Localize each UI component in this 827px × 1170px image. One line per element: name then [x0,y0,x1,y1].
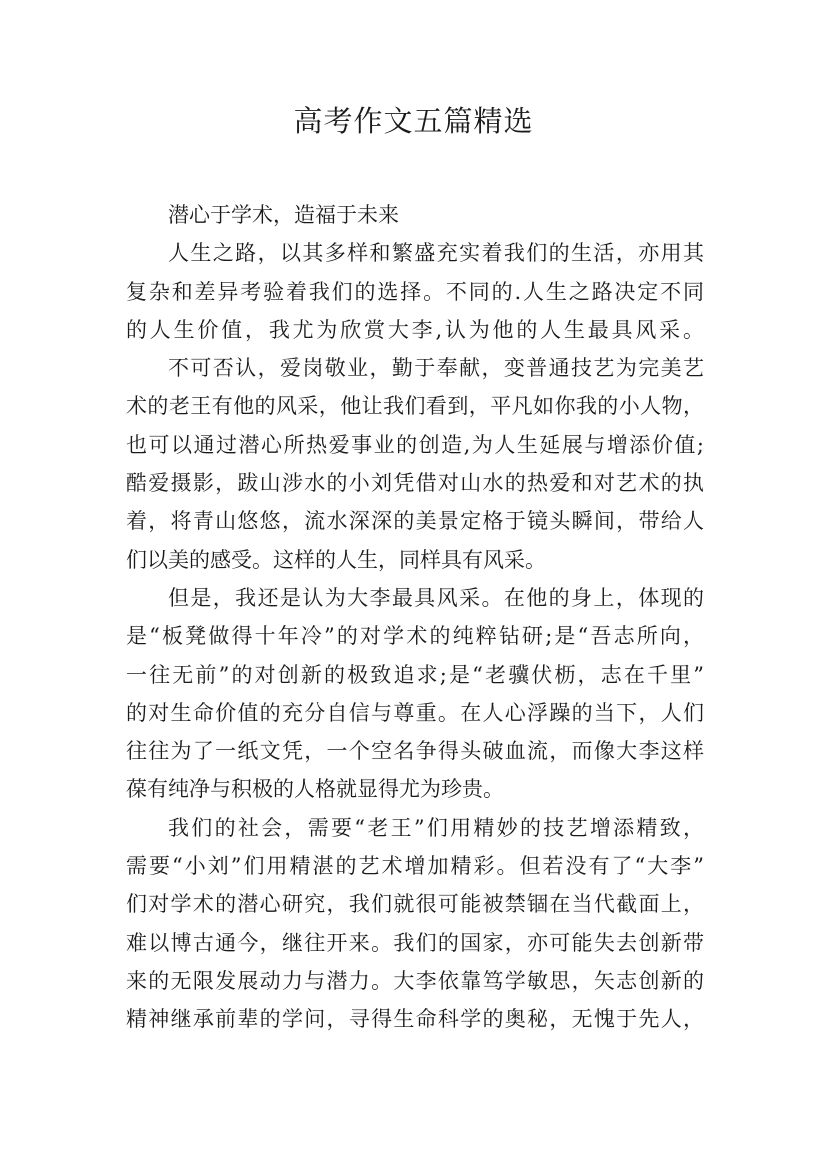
paragraph-line: 着，将青山悠悠，流水深深的美景定格于镜头瞬间，带给人 [126,509,704,534]
paragraph-line: 的对生命价值的充分自信与尊重。在人心浮躁的当下，人们 [126,700,704,725]
paragraph-4 [126,809,704,1039]
paragraph-line: 们对学术的潜心研究，我们就很可能被禁锢在当代截面上， [126,892,704,917]
paragraph-line: 往往为了一纸文凭，一个空名争得头破血流，而像大李这样 [126,739,704,764]
paragraph-3 [126,579,704,809]
paragraph-line: 们以美的感受。这样的人生，同样具有风采。 [126,547,546,572]
page-title: 高考作文五篇精选 [293,104,534,138]
paragraph-line: 复杂和差异考验着我们的选择。不同的.人生之路决定不同 [126,279,704,304]
paragraph-line: 但是，我还是认为大李最具风采。在他的身上，体现的 [168,585,704,610]
paragraph-line: 人生之路，以其多样和繁盛充实着我们的生活，亦用其 [168,241,704,266]
paragraph-line: 精神继承前辈的学问，寻得生命科学的奥秘，无愧于先人， [126,1007,704,1032]
article-body [126,196,704,1039]
paragraph-line: 的人生价值，我尤为欣赏大李,认为他的人生最具风采。 [126,317,704,342]
paragraph-line: 酷爱摄影，跋山涉水的小刘凭借对山水的热爱和对艺术的执 [126,471,704,496]
paragraph-line: 是“板凳做得十年冷”的对学术的纯粹钻研;是“吾志所向， [126,624,704,649]
paragraph-line: 来的无限发展动力与潜力。大李依靠笃学敏思，矢志创新的 [126,968,704,993]
paragraph-line: 也可以通过潜心所热爱事业的创造,为人生延展与增添价值; [126,432,704,457]
subtitle: 潜心于学术，造福于未来 [168,203,399,227]
paragraph-1 [126,234,704,349]
paragraph-line: 术的老王有他的风采，他让我们看到，平凡如你我的小人物， [126,394,704,419]
paragraph-line: 葆有纯净与积极的人格就显得尤为珍贵。 [126,777,504,802]
paragraph-2 [126,349,704,579]
paragraph-line: 一往无前”的对创新的极致追求;是“老骥伏枥，志在千里” [126,662,704,687]
paragraph-line: 不可否认，爱岗敬业，勤于奉献，变普通技艺为完美艺 [168,356,704,381]
paragraph-line: 需要“小刘”们用精湛的艺术增加精彩。但若没有了“大李” [126,854,704,879]
paragraph-line: 难以博古通今，继往开来。我们的国家，亦可能失去创新带 [126,930,704,955]
paragraph-line: 我们的社会，需要“老王”们用精妙的技艺增添精致， [168,815,704,840]
